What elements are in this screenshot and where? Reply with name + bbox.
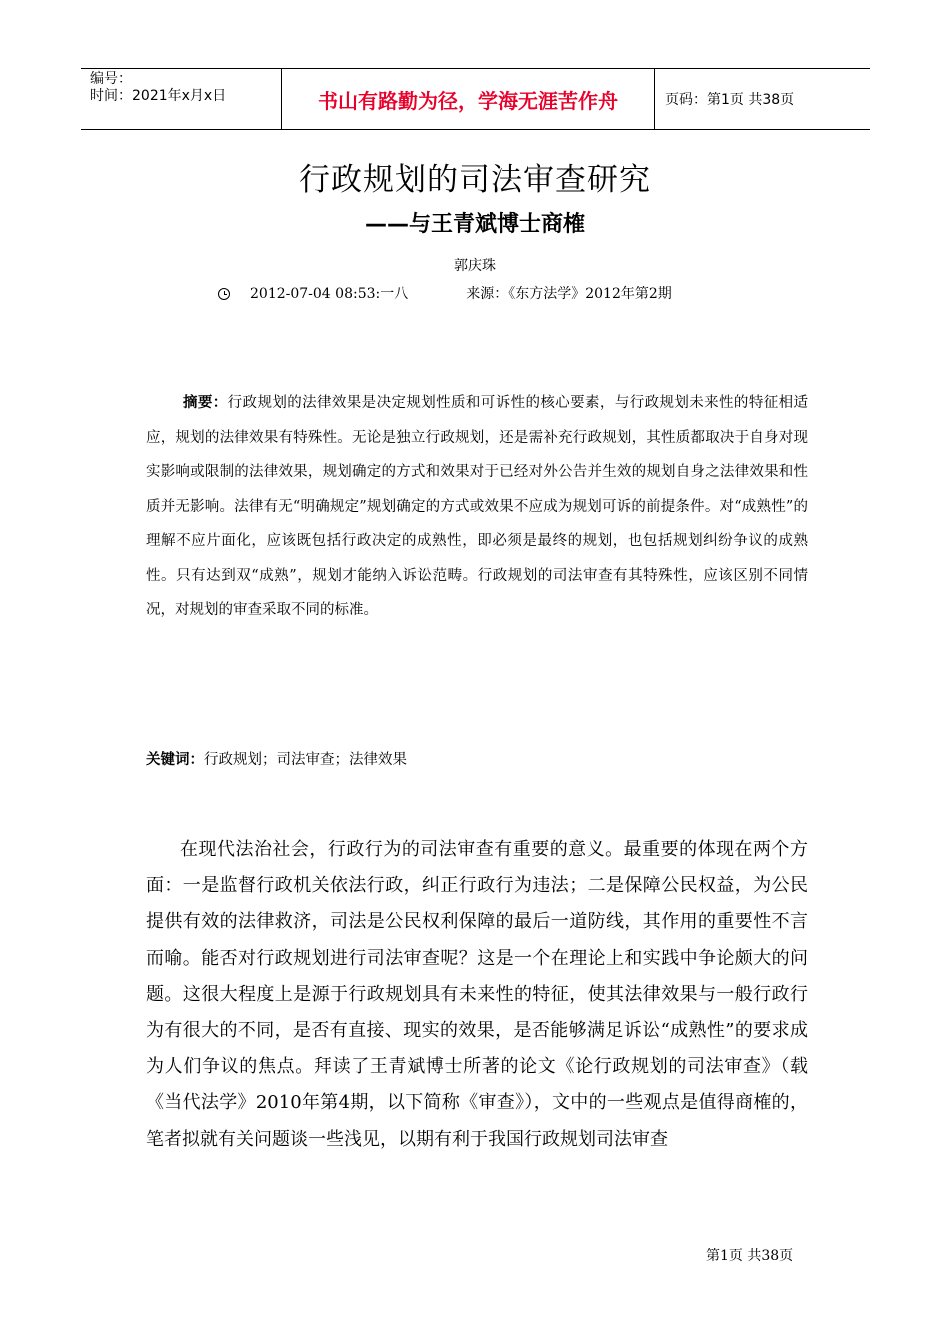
header-page-info: 页码：第1页 共38页: [665, 92, 795, 108]
header-number-label: 编号：: [90, 71, 132, 87]
header-motto: 书山有路勤为径，学海无涯苦作舟: [318, 88, 618, 113]
header-page-cell: [655, 69, 870, 129]
abstract: [146, 386, 808, 628]
page-header-table: [81, 68, 870, 130]
clock-icon: [218, 288, 230, 300]
article-meta: [218, 284, 672, 304]
header-meta-cell: [81, 69, 281, 129]
body-paragraph: 在现代法治社会，行政行为的司法审查有重要的意义。最重要的体现在两个方面：一是监督行政机关依法行政，纠正行政行为违法；二是保障公民权益，为公民提供有效的法律救济，司法是公民权利保障的最后一道防线，其作用的重要性不言而喻。能否对行政规划进行司法审查呢？这是一个在理论上和实践中争论颇大的问题。这很大程度上是源于行政规划具有未来性的特征，使其法律效果与一般行政行为有很大的不同，是否有直接、现实的效果，是否能够满足诉讼“成熟性”的要求成为人们争议的焦点。拜读了王青斌博士所著的论文《论行政规划的司法审查》（载《当代法学》2010年第4期，以下简称《审查》），文中的一些观点是值得商榷的，笔者拟就有关问题谈一些浅见，以期有利于我国行政规划司法审查: [146, 839, 808, 1150]
keywords: [146, 748, 407, 772]
article-date: 2012-07-04 08:53:一八: [250, 286, 409, 302]
header-motto-cell: [281, 69, 655, 129]
article-author: 郭庆珠: [454, 258, 496, 274]
abstract-label: 摘要：: [183, 395, 228, 411]
abstract-text: 行政规划的法律效果是决定规划性质和可诉性的核心要素，与行政规划未来性的特征相适应，规划的法律效果有特殊性。无论是独立行政规划，还是需补充行政规划，其性质都取决于自身对现实影响或限制的法律效果，规划确定的方式和效果对于已经对外公告并生效的规划自身之法律效果和性质并无影响。法律有无“明确规定”规划确定的方式或效果不应成为规划可诉的前提条件。对“成熟性”的理解不应片面化，应该既包括行政决定的成熟性，即必须是最终的规划，也包括规划纠纷争议的成熟性。只有达到双“成熟”，规划才能纳入诉讼范畴。行政规划的司法审查有其特殊性，应该区别不同情况，对规划的审查采取不同的标准。: [146, 395, 808, 618]
article-title: 行政规划的司法审查研究: [299, 162, 651, 198]
keywords-text: 行政规划；司法审查；法律效果: [204, 752, 407, 768]
article-subtitle: ——与王青斌博士商榷: [364, 212, 585, 237]
keywords-label: 关键词：: [146, 752, 204, 768]
footer-page-number: 第1页 共38页: [706, 1248, 794, 1264]
header-time-label: 时间：2021年x月x日: [90, 88, 227, 104]
article-source: 来源：《东方法学》2012年第2期: [466, 286, 672, 302]
